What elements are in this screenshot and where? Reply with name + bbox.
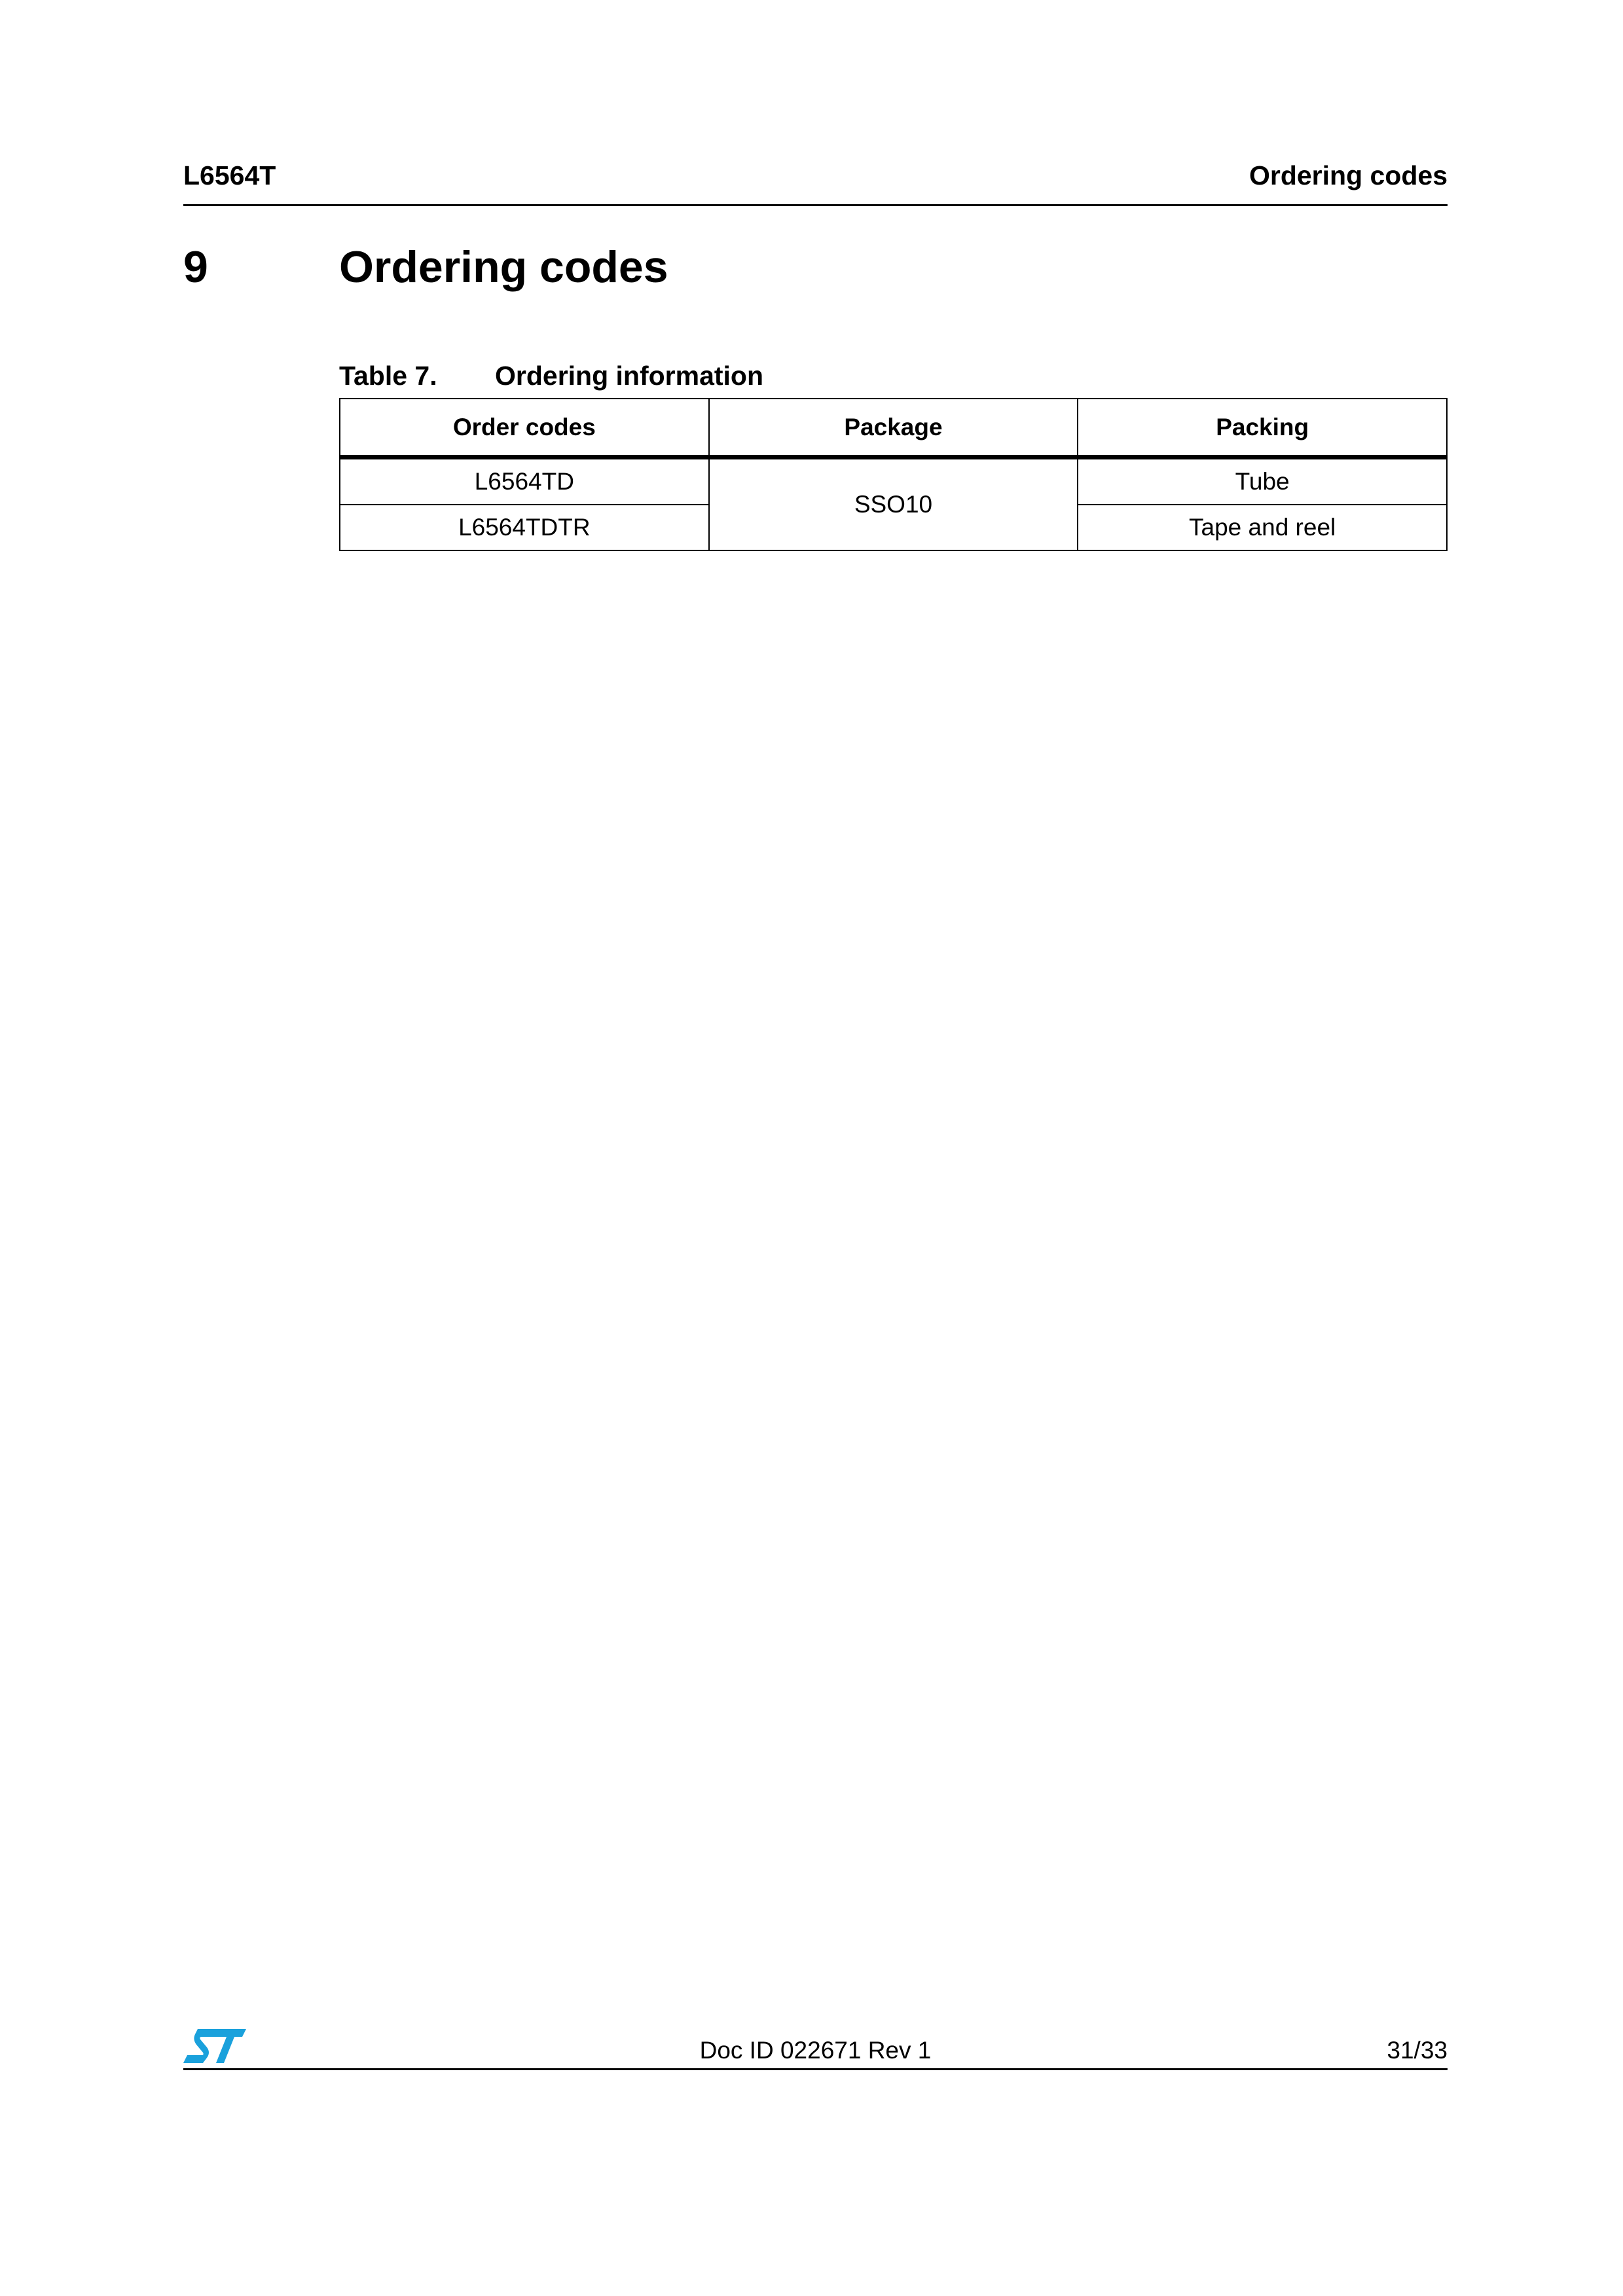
footer-doc-id: Doc ID 022671 Rev 1: [699, 2037, 932, 2064]
table-row: [340, 457, 1447, 505]
header-section-name: Ordering codes: [1249, 160, 1448, 190]
footer-page-number: 31/33: [1387, 2037, 1448, 2064]
column-header-order-codes: Order codes: [340, 399, 709, 457]
table-caption-number: Table 7.: [339, 361, 437, 391]
section-title: Ordering codes: [339, 242, 668, 292]
header-product-name: L6564T: [183, 160, 276, 190]
packing-cell: Tube: [1078, 457, 1447, 505]
ordering-information-table: [339, 398, 1448, 551]
section-number: 9: [183, 242, 208, 292]
page-footer: [183, 2025, 1448, 2070]
table-caption-title: Ordering information: [495, 361, 763, 391]
packing-cell: Tape and reel: [1078, 505, 1447, 550]
table-caption: [339, 359, 763, 393]
column-header-package: Package: [709, 399, 1078, 457]
column-header-packing: Packing: [1078, 399, 1447, 457]
order-code-cell: L6564TD: [340, 457, 709, 505]
page-header: [183, 158, 1448, 206]
package-cell: SSO10: [709, 457, 1078, 551]
table-header-row: [340, 399, 1447, 457]
order-code-cell: L6564TDTR: [340, 505, 709, 550]
